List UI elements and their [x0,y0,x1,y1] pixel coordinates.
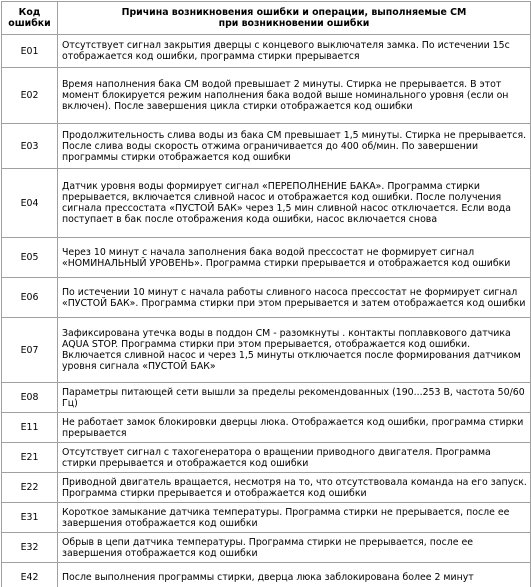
table-row [2,413,531,443]
error-description: Обрыв в цепи датчика температуры. Программа стирки не прерывается, после ее завершения отображается код ошибки [58,533,531,563]
error-code: E03 [2,124,58,169]
error-description: Через 10 минут с начала заполнения бака водой прессостат не формирует сигнал «НОМИНАЛЬНЫЙ УРОВЕНЬ». Программа стирки прерывается и отображается код ошибки [58,238,531,278]
header-row [2,2,531,35]
error-description: Короткое замыкание датчика температуры. Программа стирки не прерывается, после ее завершения отображается код ошибки [58,503,531,533]
error-description: Приводной двигатель вращается, несмотря на то, что отсутствовала команда на его запуск. Программа стирки прерывается и отображается код ошибки [58,473,531,503]
error-description: Не работает замок блокировки дверцы люка. Отображается код ошибки, программа стирки прерывается [58,413,531,443]
table-row [2,563,531,587]
header-description: Причина возникновения ошибки и операции, выполняемые СМ при возникновении ошибки [58,2,531,35]
table-row [2,473,531,503]
error-code: E11 [2,413,58,443]
error-description: По истечении 10 минут с начала работы сливного насоса прессостат не формирует сигнал «ПУСТОЙ БАК». Программа стирки при этом прерывается и затем отображается код ошибки [58,278,531,318]
error-code: E21 [2,443,58,473]
error-description: Отсутствует сигнал закрытия дверцы с концевого выключателя замка. По истечении 15с отображается код ошибки, программа стирки прерывается [58,35,531,68]
error-description: Отсутствует сигнал с тахогенератора о вращении приводного двигателя. Программа стирки прерывается и отображается код ошибки [58,443,531,473]
error-code: E02 [2,68,58,124]
table-row [2,68,531,124]
table-row [2,503,531,533]
table-row [2,35,531,68]
table-row [2,383,531,413]
error-description: Параметры питающей сети вышли за пределы рекомендованных (190...253 В, частота 50/60 Гц) [58,383,531,413]
table-row [2,124,531,169]
error-codes-table [1,1,531,587]
error-code: E42 [2,563,58,587]
error-code: E32 [2,533,58,563]
error-description: Зафиксирована утечка воды в поддон СМ - разомкнуты . контакты поплавкового датчика AQUA STOP. Программа стирки при этом прерывается, отображается код ошибки. Включается сливной насос и через 1,5 минуты отключается после формирования датчиком уровня сигнала «ПУСТОЙ БАК» [58,318,531,383]
error-code: E06 [2,278,58,318]
error-description: Продолжительность слива воды из бака СМ превышает 1,5 минуты. Стирка не прерывается. После слива воды скорость отжима ограничивается до 400 об/мин. По завершении программы стирки отображается код ошибки [58,124,531,169]
error-description: Датчик уровня воды формирует сигнал «ПЕРЕПОЛНЕНИЕ БАКА». Программа стирки прерывается, включается сливной насос и отображается код ошибки. После получения сигнала прессостата «ПУСТОЙ БАК» через 1,5 мин сливной насос отключается. Если вода поступает в бак после отображения кода ошибки, насос включается снова [58,169,531,238]
error-description: После выполнения программы стирки, дверца люка заблокирована более 2 минут [58,563,531,587]
table-row [2,278,531,318]
table-row [2,318,531,383]
table-row [2,169,531,238]
error-code: E05 [2,238,58,278]
table-row [2,443,531,473]
error-code: E04 [2,169,58,238]
error-code: E31 [2,503,58,533]
error-code: E22 [2,473,58,503]
header-code: Код ошибки [2,2,58,35]
table-row [2,238,531,278]
table-row [2,533,531,563]
error-code: E07 [2,318,58,383]
error-description: Время наполнения бака СМ водой превышает 2 минуты. Стирка не прерывается. В этот момент блокируется режим наполнения бака водой выше номинального уровня (если он включен). После завершения цикла стирки отображается код ошибки [58,68,531,124]
error-code: E01 [2,35,58,68]
error-code: E08 [2,383,58,413]
